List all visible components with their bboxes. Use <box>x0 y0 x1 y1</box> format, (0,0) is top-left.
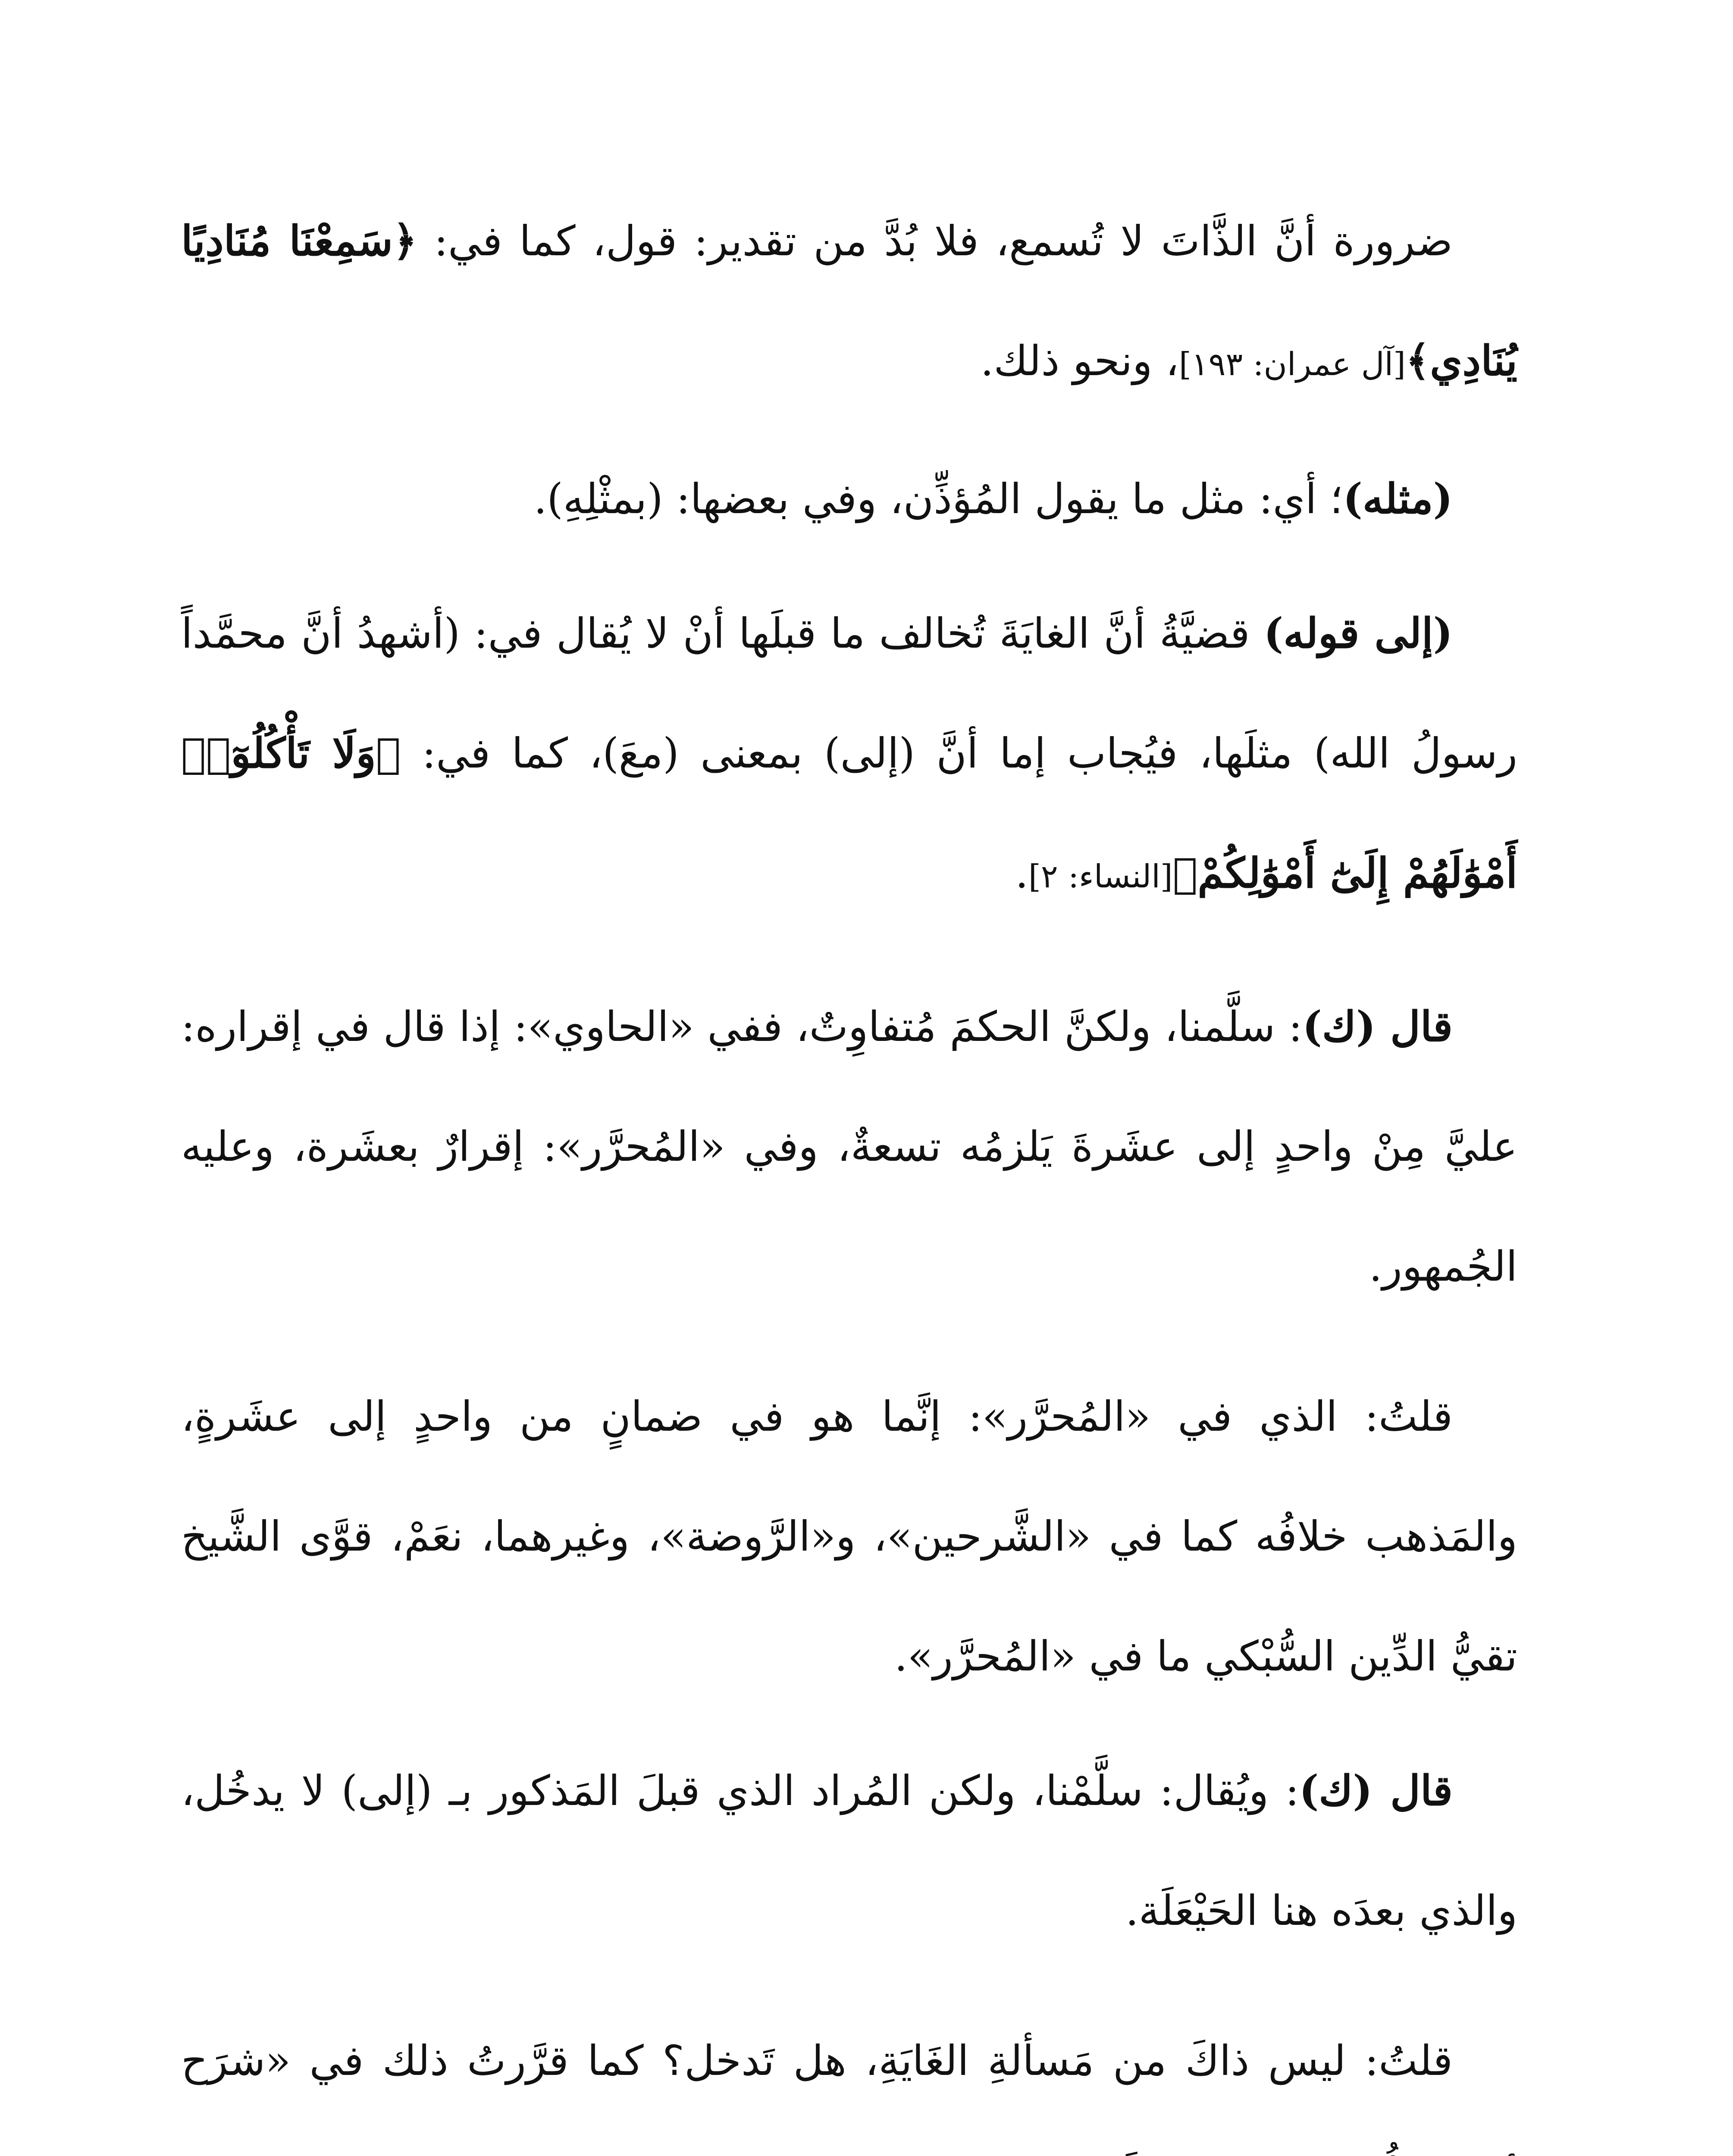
paragraph-text: . <box>1015 849 1028 897</box>
commentary-paragraph-2 <box>181 439 1517 559</box>
paragraph-text: ، ونحو ذلك. <box>980 337 1179 385</box>
quran-verse: ﴿سَمِعْنَا مُنَادِيًا يُنَادِي﴾ <box>181 216 1517 385</box>
paragraph-text: ضرورة أنَّ الذَّاتَ لا تُسمع، فلا بُدَّ من تقدير: قول، كما في: <box>417 217 1453 265</box>
lemma-heading: (إلى قوله) <box>1263 609 1453 658</box>
verse-reference: [آل عمران: ١٩٣] <box>1178 346 1406 383</box>
lemma-heading: (مثله) <box>1343 474 1453 523</box>
commentary-paragraph-5 <box>181 1357 1517 1716</box>
commentary-paragraph-1 <box>181 181 1517 424</box>
commentary-paragraph-7 <box>181 2001 1517 2156</box>
commentary-paragraph-6 <box>181 1731 1517 1971</box>
verse-reference: [النساء: ٢] <box>1028 858 1173 895</box>
lemma-heading: قال (ك) <box>1302 1002 1453 1051</box>
paragraph-text: ؛ أي: مثل ما يقول المُؤذِّن، وفي بعضها: (بمثْلِهِ). <box>533 475 1343 523</box>
quran-verse: ﴿وَلَا تَأْكُلُوٓا۟ أَمْوَٰلَهُمْ إِلَىٰٓ أَمْوَٰلِكُمْ﴾ <box>181 729 1517 897</box>
paragraph-text: : ويُقال: سلَّمْنا، ولكن المُراد الذي قبلَ المَذكور بـ (إلى) لا يدخُل، والذي بعدَه هنا الحَيْعَلَة. <box>181 1767 1517 1935</box>
paragraph-text: قلتُ: ليس ذاكَ من مَسألةِ الغَايَةِ، هل تَدخل؟ كما قرَّرتُ ذلك في «شرَح <box>181 2037 1453 2085</box>
paragraph-text: قضيَّةُ أنَّ الغايَةَ تُخالف ما قبلَها أنْ لا يُقال في: (أشهدُ أنَّ محمَّداً رسولُ الله) مثلَها، فيُجاب إما أنَّ (إلى) بمعنى (معَ)، كما في: <box>181 609 1517 777</box>
paragraph-text: قلتُ: الذي في «المُحرَّر»: إنَّما هو في ضمانٍ من واحدٍ إلى عشَرةٍ، والمَذهب خلافُه كما في «الشَّرحين»، و«الرَّوضة»، وغيرهما، نعَمْ، قوَّى الشَّيخ تقيُّ الدِّين السُّبْكي ما في «المُحرَّر». <box>181 1392 1517 1680</box>
paragraph-text: : سلَّمنا، ولكنَّ الحكمَ مُتفاوِتٌ، ففي «الحاوي»: إذا قال في إقراره: عليَّ مِنْ واحدٍ إلى عشَرةَ يَلزمُه تسعةٌ، وفي «المُحرَّر»: إقرارٌ بعشَرة، وعليه الجُمهور. <box>181 1003 1517 1291</box>
lemma-heading: قال (ك) <box>1299 1766 1453 1815</box>
commentary-paragraph-3 <box>181 573 1517 937</box>
commentary-paragraph-4 <box>181 967 1517 1326</box>
